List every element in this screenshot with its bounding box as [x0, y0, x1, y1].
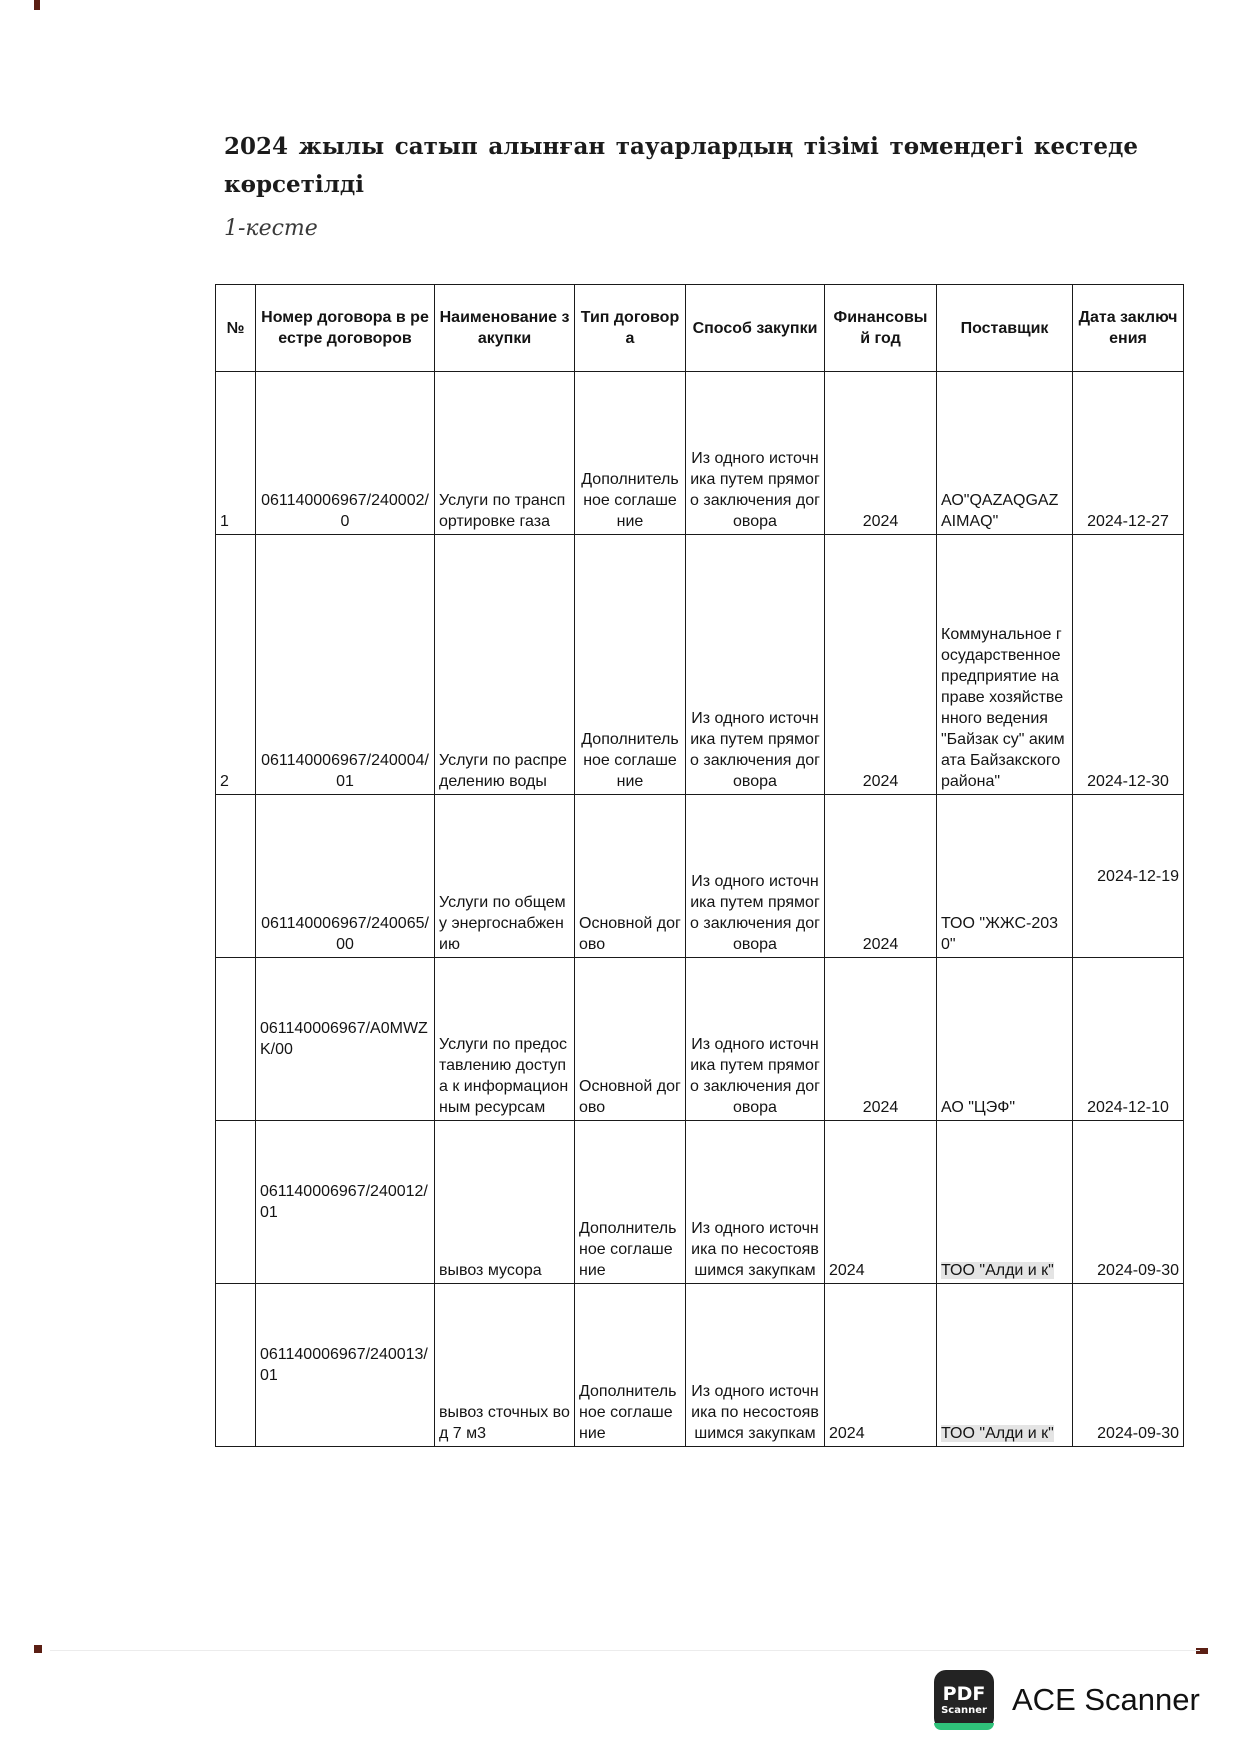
table-row	[216, 1284, 1184, 1447]
cell-method: Из одного источника путем прямого заключения договора	[686, 795, 825, 958]
table-row	[216, 372, 1184, 535]
header-cell-year: Финансовый год	[825, 285, 937, 372]
cell-date: 2024-12-10	[1073, 958, 1184, 1121]
cell-supplier: АО"QAZAQGAZ AIMAQ"	[937, 372, 1073, 535]
cell-year: 2024	[825, 1284, 937, 1447]
scan-corner-mark	[1196, 1648, 1208, 1654]
cell-date: 2024-12-30	[1073, 535, 1184, 795]
cell-no	[216, 958, 256, 1121]
cell-method: Из одного источника путем прямого заключения договора	[686, 372, 825, 535]
cell-date: 2024-12-27	[1073, 372, 1184, 535]
supplier-highlight: ТОО "Алди и к"	[941, 1262, 1054, 1279]
cell-method: Из одного источника по несостоявшимся закупкам	[686, 1121, 825, 1284]
cell-date: 2024-12-19	[1073, 795, 1184, 958]
cell-supplier: ТОО "ЖЖС-2030"	[937, 795, 1073, 958]
cell-name: Услуги по распределению воды	[435, 535, 575, 795]
cell-no	[216, 1121, 256, 1284]
table-header-row	[216, 285, 1184, 372]
scan-corner-mark	[34, 0, 40, 10]
cell-supplier: АО "ЦЭФ"	[937, 958, 1073, 1121]
cell-supplier	[937, 1284, 1073, 1447]
table-row	[216, 535, 1184, 795]
cell-year: 2024	[825, 958, 937, 1121]
cell-year: 2024	[825, 795, 937, 958]
cell-type: Дополнительное соглашение	[575, 1284, 686, 1447]
cell-type: Дополнительное соглашение	[575, 1121, 686, 1284]
table-row	[216, 1121, 1184, 1284]
table-row	[216, 958, 1184, 1121]
contracts-table	[215, 284, 1184, 1447]
cell-supplier: Коммунальное государственное предприятие на праве хозяйственного ведения "Байзак су" акимата Байзакского района"	[937, 535, 1073, 795]
heading-line-1: 2024 жылы сатып алынған тауарлардың тізімі төмендегі кестеде	[224, 133, 1138, 160]
cell-contract-no: 061140006967/240013/01	[256, 1284, 435, 1447]
cell-contract-no: 061140006967/240065/00	[256, 795, 435, 958]
header-cell-date: Дата заключения	[1073, 285, 1184, 372]
cell-year: 2024	[825, 535, 937, 795]
document-heading	[224, 128, 1138, 204]
header-cell-name: Наименование закупки	[435, 285, 575, 372]
cell-type: Основной догово	[575, 795, 686, 958]
cell-no	[216, 795, 256, 958]
cell-contract-no: 061140006967/240002/0	[256, 372, 435, 535]
header-cell-type: Тип договора	[575, 285, 686, 372]
header-cell-supplier: Поставщик	[937, 285, 1073, 372]
cell-contract-no: 061140006967/A0MWZK/00	[256, 958, 435, 1121]
cell-name: Услуги по предоставлению доступа к информационным ресурсам	[435, 958, 575, 1121]
logo-text-pdf: PDF	[942, 1682, 986, 1705]
cell-date: 2024-09-30	[1073, 1121, 1184, 1284]
supplier-highlight: ТОО "Алди и к"	[941, 1425, 1054, 1442]
cell-year: 2024	[825, 1121, 937, 1284]
scan-page-edge	[50, 1650, 1200, 1651]
cell-method: Из одного источника путем прямого заключения договора	[686, 958, 825, 1121]
cell-type: Дополнительное соглашение	[575, 372, 686, 535]
scanner-watermark	[934, 1668, 1200, 1732]
logo-text-scanner: Scanner	[941, 1704, 987, 1716]
cell-no: 1	[216, 372, 256, 535]
scan-corner-mark	[34, 1645, 42, 1653]
cell-supplier	[937, 1121, 1073, 1284]
cell-method: Из одного источника по несостоявшимся закупкам	[686, 1284, 825, 1447]
cell-year: 2024	[825, 372, 937, 535]
cell-contract-no: 061140006967/240012/01	[256, 1121, 435, 1284]
pdf-scanner-logo-icon	[934, 1670, 994, 1730]
cell-name: Услуги по транспортировке газа	[435, 372, 575, 535]
cell-method: Из одного источника путем прямого заключения договора	[686, 535, 825, 795]
cell-name: вывоз сточных вод 7 м3	[435, 1284, 575, 1447]
header-cell-method: Способ закупки	[686, 285, 825, 372]
header-cell-contract-no: Номер договора в реестре договоров	[256, 285, 435, 372]
cell-no: 2	[216, 535, 256, 795]
cell-type: Дополнительное соглашение	[575, 535, 686, 795]
cell-no	[216, 1284, 256, 1447]
watermark-brand: ACE Scanner	[1012, 1682, 1200, 1717]
table-caption: 1-кесте	[224, 216, 318, 241]
cell-name: Услуги по общему энергоснабжению	[435, 795, 575, 958]
table-row	[216, 795, 1184, 958]
cell-type: Основной догово	[575, 958, 686, 1121]
cell-date: 2024-09-30	[1073, 1284, 1184, 1447]
cell-contract-no: 061140006967/240004/01	[256, 535, 435, 795]
cell-name: вывоз мусора	[435, 1121, 575, 1284]
heading-line-2: көрсетілді	[224, 171, 364, 198]
logo-accent-bar	[934, 1723, 994, 1730]
header-cell-no: №	[216, 285, 256, 372]
